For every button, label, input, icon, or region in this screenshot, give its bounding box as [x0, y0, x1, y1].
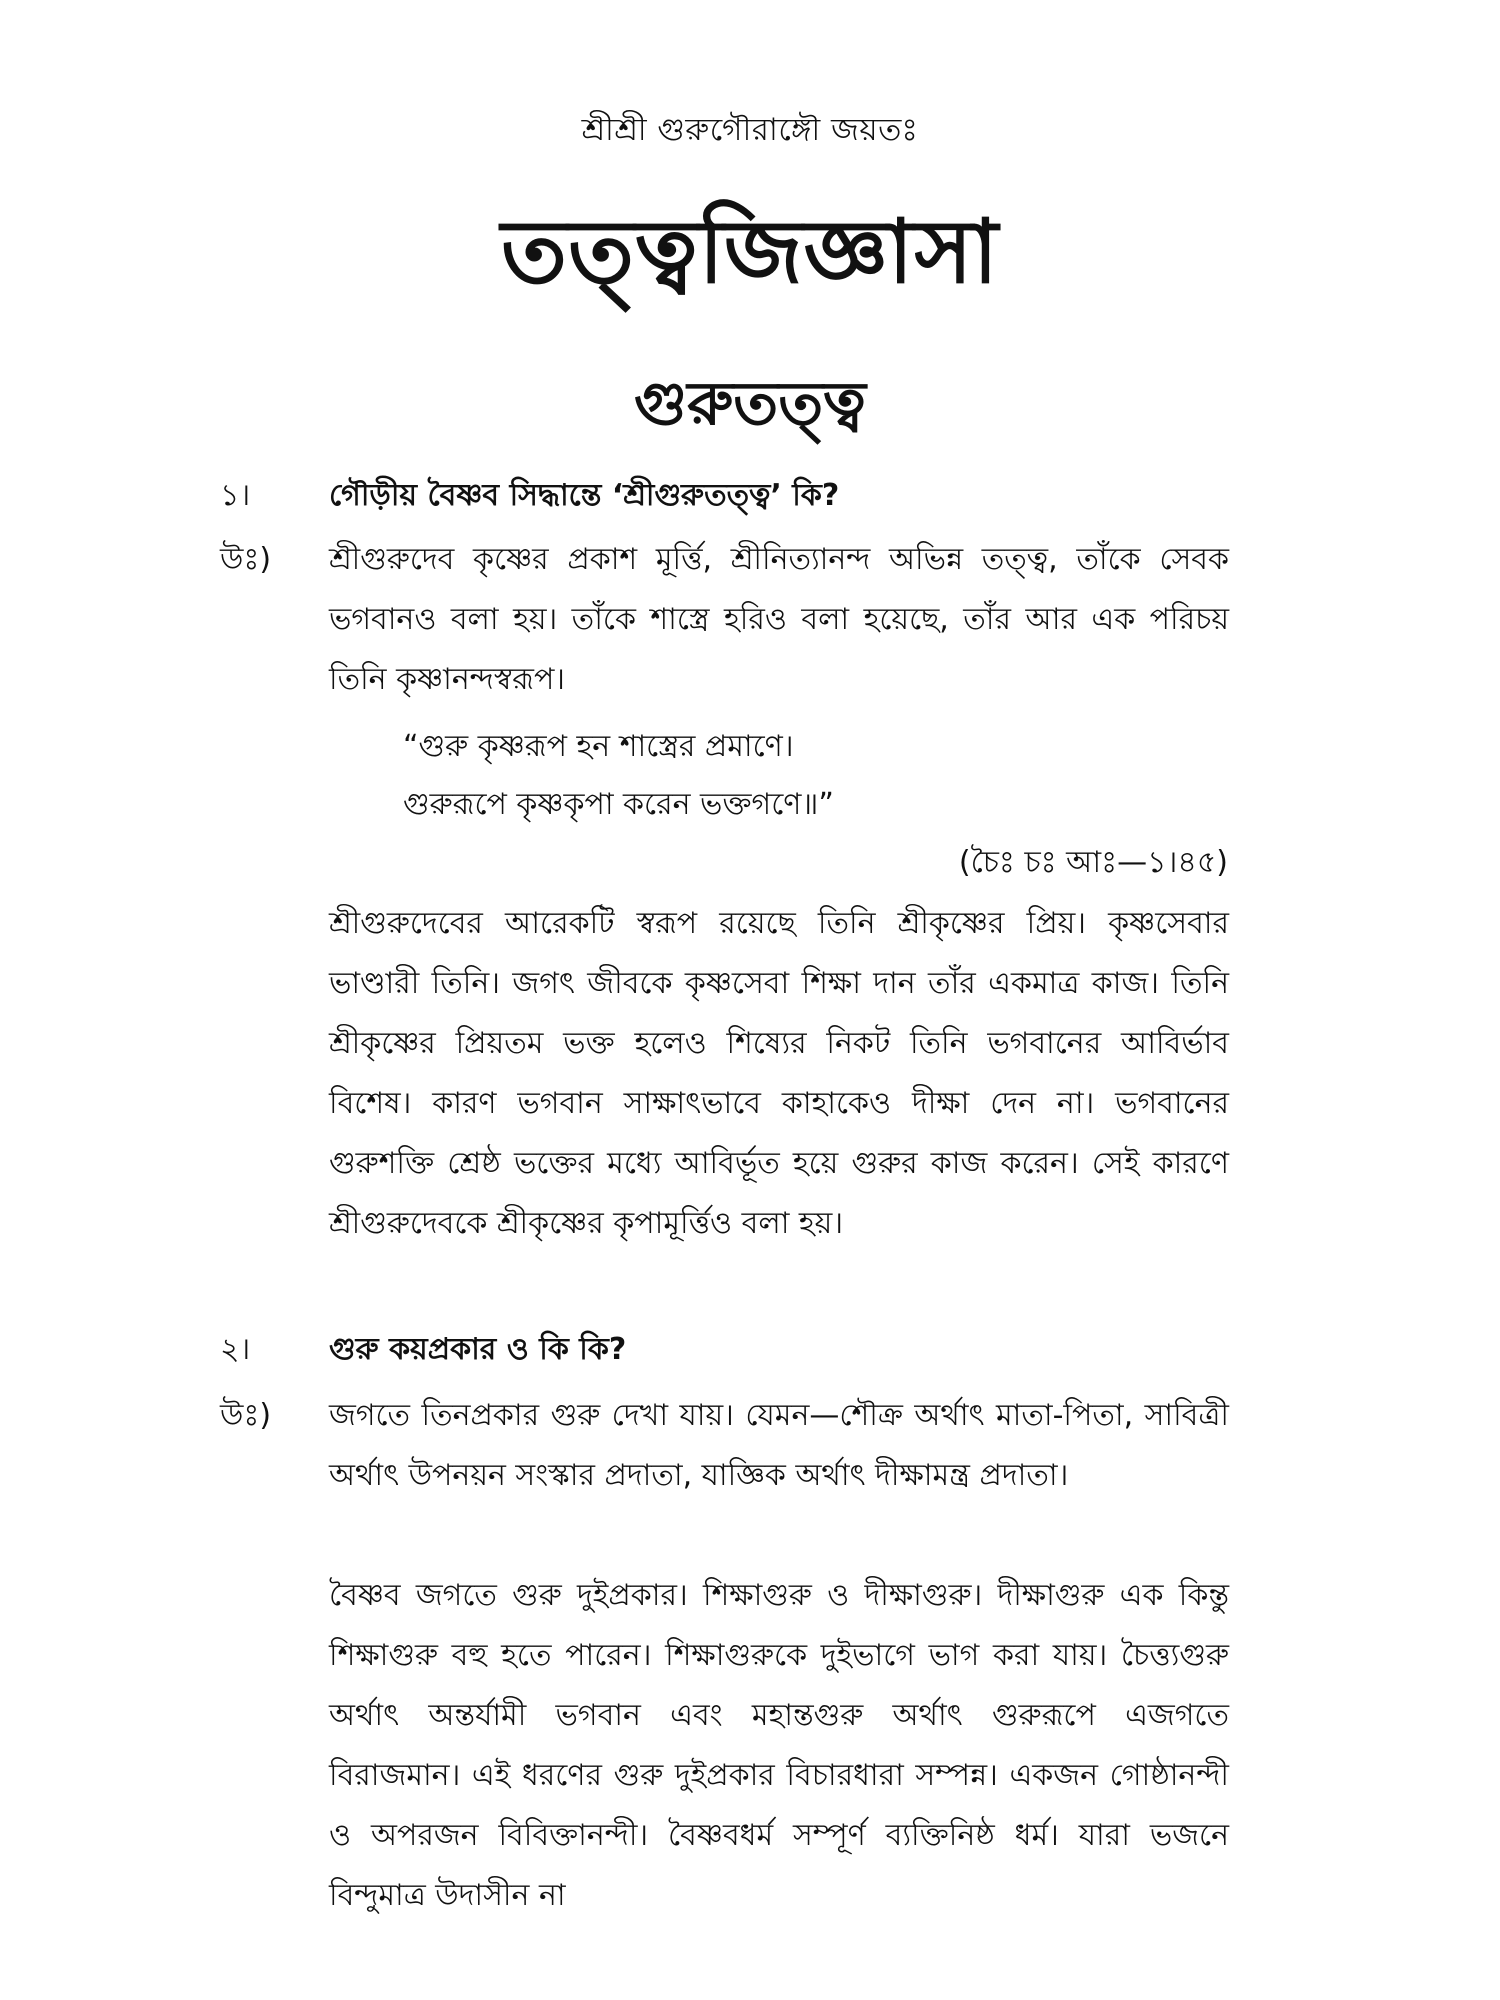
answer-1-label: উঃ) [220, 542, 272, 577]
question-2-number: ২। [220, 1332, 251, 1367]
section-subtitle: গুরুতত্ত্ব [634, 369, 866, 439]
question-1-number: ১। [220, 478, 251, 513]
answer-1-continued: শ্রীগুরুদেবের আরেকটি স্বরূপ রয়েছে তিনি শ্রীকৃষ্ণের প্রিয়। কৃষ্ণসেবার ভাণ্ডারী তিনি। জগৎ জীবকে কৃষ্ণসেবা শিক্ষা দান তাঁর একমাত্র কাজ। তিনি শ্রীকৃষ্ণের প্রিয়তম ভক্ত হলেও শিষ্যের নিকট তিনি ভগবানের আবির্ভাব বিশেষ। কারণ ভগবান সাক্ষাৎভাবে কাহাকেও দীক্ষা দেন না। ভগবানের গুরুশক্তি শ্রেষ্ঠ ভক্তের মধ্যে আবির্ভূত হয়ে গুরুর কাজ করেন। সেই কারণে শ্রীগুরুদেবকে শ্রীকৃষ্ণের কৃপামূর্ত্তিও বলা হয়। [329, 906, 1229, 1241]
verse-line-1: “গুরু কৃষ্ণরূপ হন শাস্ত্রের প্রমাণে। [403, 729, 794, 764]
answer-2-continued: বৈষ্ণব জগতে গুরু দুইপ্রকার। শিক্ষাগুরু ও দীক্ষাগুরু। দীক্ষাগুরু এক কিন্তু শিক্ষাগুরু বহু হতে পারেন। শিক্ষাগুরুকে দুইভাগে ভাগ করা যায়। চৈত্ত্যগুরু অর্থাৎ অন্তর্যামী ভগবান এবং মহান্তগুরু অর্থাৎ গুরুরূপে এজগতে বিরাজমান। এই ধরণের গুরু দুইপ্রকার বিচারধারা সম্পন্ন। একজন গোষ্ঠানন্দী ও অপরজন বিবিক্তানন্দী। বৈষ্ণবধর্ম সম্পূর্ণ ব্যক্তিনিষ্ঠ ধর্ম। যারা ভজনে বিন্দুমাত্র উদাসীন না [329, 1578, 1229, 1913]
verse-line-2: গুরুরূপে কৃষ্ণকৃপা করেন ভক্তগণে॥” [403, 787, 834, 822]
invocation-line: শ্রীশ্রী গুরুগৌরাঙ্গৌ জয়তঃ [581, 112, 919, 148]
question-1-text: গৌড়ীয় বৈষ্ণব সিদ্ধান্তে ‘শ্রীগুরুতত্ত্ব’ কি? [329, 478, 840, 513]
answer-1-intro: শ্রীগুরুদেব কৃষ্ণের প্রকাশ মূর্ত্তি, শ্রীনিত্যানন্দ অভিন্ন তত্ত্ব, তাঁকে সেবক ভগবানও বলা হয়। তাঁকে শাস্ত্রে হরিও বলা হয়েছে, তাঁর আর এক পরিচয় তিনি কৃষ্ণানন্দস্বরূপ। [329, 542, 1229, 697]
question-2-text: গুরু কয়প্রকার ও কি কি? [329, 1332, 627, 1367]
answer-2-intro: জগতে তিনপ্রকার গুরু দেখা যায়। যেমন—শৌক্র অর্থাৎ মাতা-পিতা, সাবিত্রী অর্থাৎ উপনয়ন সংস্কার প্রদাতা, যাজ্ঞিক অর্থাৎ দীক্ষামন্ত্র প্রদাতা। [329, 1398, 1229, 1493]
page-title: তত্ত্বজিজ্ঞাসা [501, 200, 999, 303]
verse-block [403, 718, 1223, 834]
verse-citation: (চৈঃ চঃ আঃ—১।৪৫) [958, 845, 1228, 880]
answer-2-label: উঃ) [220, 1398, 272, 1433]
